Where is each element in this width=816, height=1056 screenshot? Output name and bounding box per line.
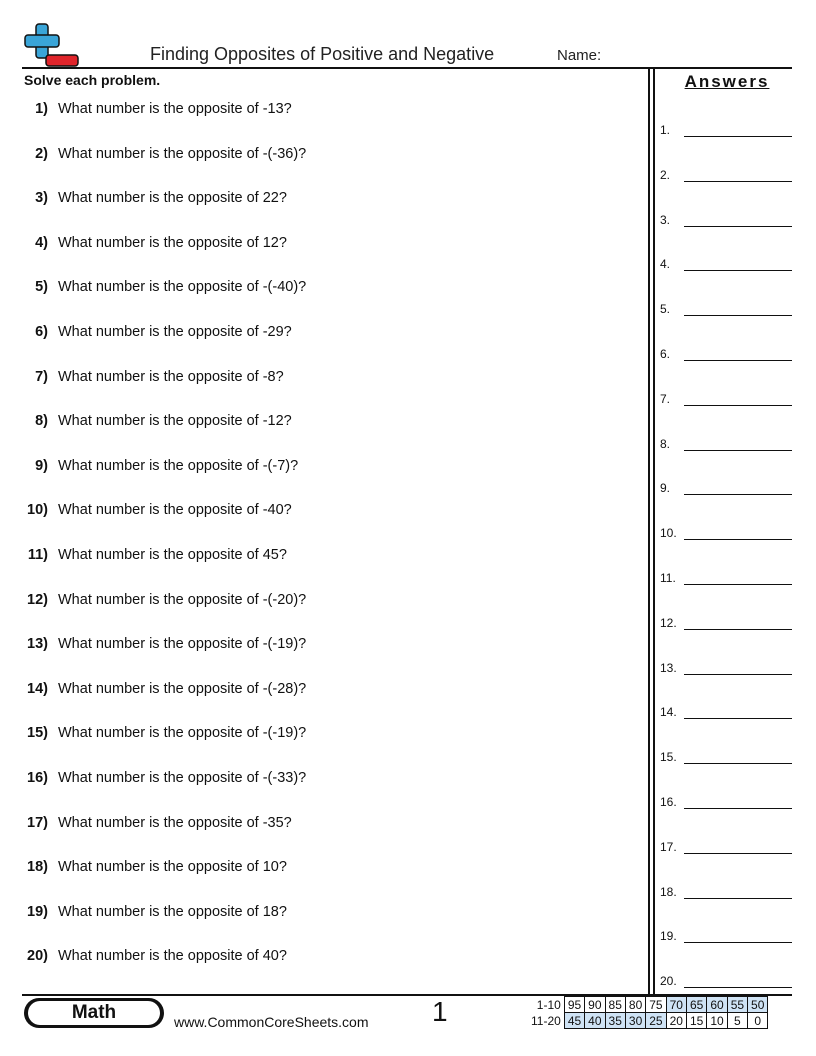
- question-number: 8): [35, 413, 48, 430]
- question-item: [20, 146, 306, 162]
- answer-item: [660, 929, 792, 943]
- score-row: [528, 1013, 768, 1029]
- answer-label: 10.: [660, 526, 677, 541]
- answer-label: 16.: [660, 795, 677, 809]
- question-text: What number is the opposite of -13?: [58, 101, 292, 117]
- score-cell: 45: [564, 1013, 584, 1029]
- score-cell: 30: [625, 1013, 645, 1029]
- question-text: What number is the opposite of -(-40)?: [58, 279, 307, 296]
- question-item: [20, 190, 287, 206]
- answer-blank[interactable]: [684, 674, 792, 675]
- answer-label: 6.: [660, 347, 671, 361]
- question-item: [20, 235, 287, 251]
- question-number: 12): [27, 591, 48, 608]
- question-item: [20, 324, 292, 340]
- question-item: [20, 681, 306, 697]
- answer-blank[interactable]: [684, 226, 792, 227]
- score-cell: 5: [727, 1013, 747, 1029]
- answer-blank[interactable]: [684, 584, 792, 585]
- question-text: What number is the opposite of 10?: [58, 859, 287, 876]
- answer-label: 14.: [660, 705, 677, 720]
- question-text: What number is the opposite of 18?: [58, 903, 287, 920]
- answer-label: 11.: [660, 571, 676, 585]
- score-cell: 95: [564, 997, 584, 1013]
- answer-label: 5.: [660, 302, 671, 317]
- question-item: [20, 413, 292, 429]
- question-number: 6): [35, 324, 48, 340]
- question-number: 3): [35, 190, 48, 207]
- question-item: [20, 458, 298, 474]
- subject-label: Math: [28, 1001, 160, 1025]
- answer-blank[interactable]: [684, 181, 792, 182]
- question-item: [20, 502, 292, 518]
- answer-label: 20.: [660, 974, 677, 989]
- question-item: [20, 369, 284, 385]
- instructions: Solve each problem.: [24, 72, 161, 88]
- question-item: [20, 948, 287, 964]
- question-text: What number is the opposite of 12?: [58, 234, 287, 251]
- answer-blank[interactable]: [684, 808, 792, 809]
- answer-item: [660, 571, 792, 585]
- answer-item: [660, 795, 792, 809]
- answer-blank[interactable]: [684, 494, 792, 495]
- question-number: 7): [35, 368, 48, 385]
- answers-heading: Answers: [684, 72, 770, 91]
- answer-blank[interactable]: [684, 629, 792, 630]
- answer-blank[interactable]: [684, 539, 792, 540]
- question-text: What number is the opposite of -(-33)?: [58, 770, 307, 786]
- page-title: Finding Opposites of Positive and Negative: [150, 44, 495, 64]
- question-text: What number is the opposite of -(-20)?: [58, 591, 307, 608]
- answer-item: [660, 616, 792, 630]
- question-number: 2): [35, 145, 48, 162]
- answer-blank[interactable]: [684, 942, 792, 943]
- answer-label: 9.: [660, 481, 671, 496]
- answer-item: [660, 481, 792, 495]
- question-number: 10): [27, 502, 48, 519]
- subject-badge: [24, 998, 164, 1028]
- question-number: 4): [35, 234, 48, 251]
- answer-label: 17.: [660, 839, 677, 854]
- question-text: What number is the opposite of -8?: [58, 368, 284, 385]
- answer-label: 19.: [660, 929, 677, 944]
- score-table: [528, 996, 768, 1029]
- answer-blank[interactable]: [684, 450, 792, 451]
- question-number: 19): [27, 903, 48, 920]
- answer-blank[interactable]: [684, 763, 792, 764]
- score-cell: 25: [646, 1013, 666, 1029]
- question-number: 16): [27, 770, 48, 786]
- question-text: What number is the opposite of -40?: [58, 502, 292, 519]
- answer-blank[interactable]: [684, 360, 792, 361]
- score-row-label: 1-10: [536, 997, 561, 1012]
- question-text: What number is the opposite of -(-19)?: [58, 725, 307, 742]
- answer-item: [660, 661, 792, 675]
- plus-minus-icon: [22, 22, 80, 68]
- question-item: [20, 279, 306, 295]
- column-divider-left: [648, 68, 650, 995]
- answer-item: [660, 437, 792, 451]
- question-item: [20, 547, 287, 563]
- header-divider: [22, 67, 792, 69]
- question-text: What number is the opposite of -(-28)?: [58, 680, 307, 697]
- score-cell: 40: [585, 1013, 605, 1029]
- score-cell: 10: [707, 1013, 727, 1029]
- answer-label: 18.: [660, 884, 677, 899]
- answer-label: 8.: [660, 436, 671, 451]
- answer-item: [660, 750, 792, 764]
- question-item: [20, 101, 292, 117]
- question-text: What number is the opposite of -29?: [58, 324, 292, 340]
- answer-blank[interactable]: [684, 405, 792, 406]
- answer-item: [660, 392, 792, 406]
- score-cell: 90: [585, 997, 605, 1013]
- question-text: What number is the opposite of 40?: [58, 948, 287, 965]
- answer-blank[interactable]: [684, 270, 792, 271]
- question-item: [20, 904, 287, 920]
- question-number: 5): [35, 279, 48, 296]
- score-cell: 0: [748, 1013, 768, 1029]
- answer-item: [660, 347, 792, 361]
- question-item: [20, 770, 306, 786]
- answer-item: [660, 526, 792, 540]
- page-number: 1: [432, 996, 448, 1027]
- answer-item: [660, 885, 792, 899]
- question-text: What number is the opposite of -(-36)?: [58, 145, 307, 162]
- question-text: What number is the opposite of 45?: [58, 547, 287, 563]
- question-item: [20, 725, 306, 741]
- question-number: 11): [27, 547, 48, 563]
- question-number: 15): [27, 725, 48, 742]
- answer-label: 7.: [660, 391, 671, 406]
- question-item: [20, 592, 306, 608]
- question-number: 18): [27, 859, 48, 876]
- question-text: What number is the opposite of -(-19)?: [58, 636, 307, 653]
- question-item: [20, 859, 287, 875]
- question-number: 9): [35, 457, 48, 474]
- answer-item: [660, 257, 792, 271]
- answer-blank[interactable]: [684, 136, 792, 137]
- score-row: [528, 997, 768, 1013]
- name-label: Name:: [557, 47, 602, 64]
- score-cell: 35: [605, 1013, 625, 1029]
- answer-item: [660, 123, 792, 137]
- answer-item: [660, 840, 792, 854]
- question-number: 20): [27, 948, 48, 965]
- answer-blank[interactable]: [684, 987, 792, 988]
- answer-blank[interactable]: [684, 315, 792, 316]
- answer-item: [660, 302, 792, 316]
- score-cell: 15: [686, 1013, 706, 1029]
- score-cell: 20: [666, 1013, 686, 1029]
- answer-blank[interactable]: [684, 853, 792, 854]
- score-row-label: 11-20: [531, 1013, 561, 1028]
- question-text: What number is the opposite of -(-7)?: [58, 457, 299, 474]
- question-item: [20, 815, 292, 831]
- answer-label: 12.: [660, 615, 677, 630]
- answer-label: 15.: [660, 750, 677, 765]
- answer-item: [660, 213, 792, 227]
- score-cell: 70: [666, 997, 686, 1013]
- answer-label: 1.: [660, 123, 671, 137]
- answer-blank[interactable]: [684, 718, 792, 719]
- score-cell: 60: [707, 997, 727, 1013]
- answer-blank[interactable]: [684, 898, 792, 899]
- question-text: What number is the opposite of 22?: [58, 190, 287, 207]
- website-link[interactable]: www.CommonCoreSheets.com: [174, 1014, 369, 1030]
- question-number: 17): [27, 814, 48, 831]
- answer-label: 3.: [660, 212, 671, 227]
- column-divider-right: [653, 68, 655, 995]
- score-cell: 65: [686, 997, 706, 1013]
- answer-item: [660, 168, 792, 182]
- score-cell: 85: [605, 997, 625, 1013]
- question-number: 14): [27, 680, 48, 697]
- question-number: 1): [35, 101, 48, 117]
- score-cell: 50: [748, 997, 768, 1013]
- answer-item: [660, 974, 792, 988]
- question-text: What number is the opposite of -12?: [58, 413, 292, 430]
- score-cell: 75: [646, 997, 666, 1013]
- score-cell: 55: [727, 997, 747, 1013]
- question-number: 13): [27, 636, 48, 653]
- answer-label: 4.: [660, 257, 671, 272]
- answer-label: 13.: [660, 660, 677, 675]
- question-text: What number is the opposite of -35?: [58, 814, 292, 831]
- score-cell: 80: [625, 997, 645, 1013]
- answer-item: [660, 705, 792, 719]
- question-item: [20, 636, 306, 652]
- answer-label: 2.: [660, 167, 671, 182]
